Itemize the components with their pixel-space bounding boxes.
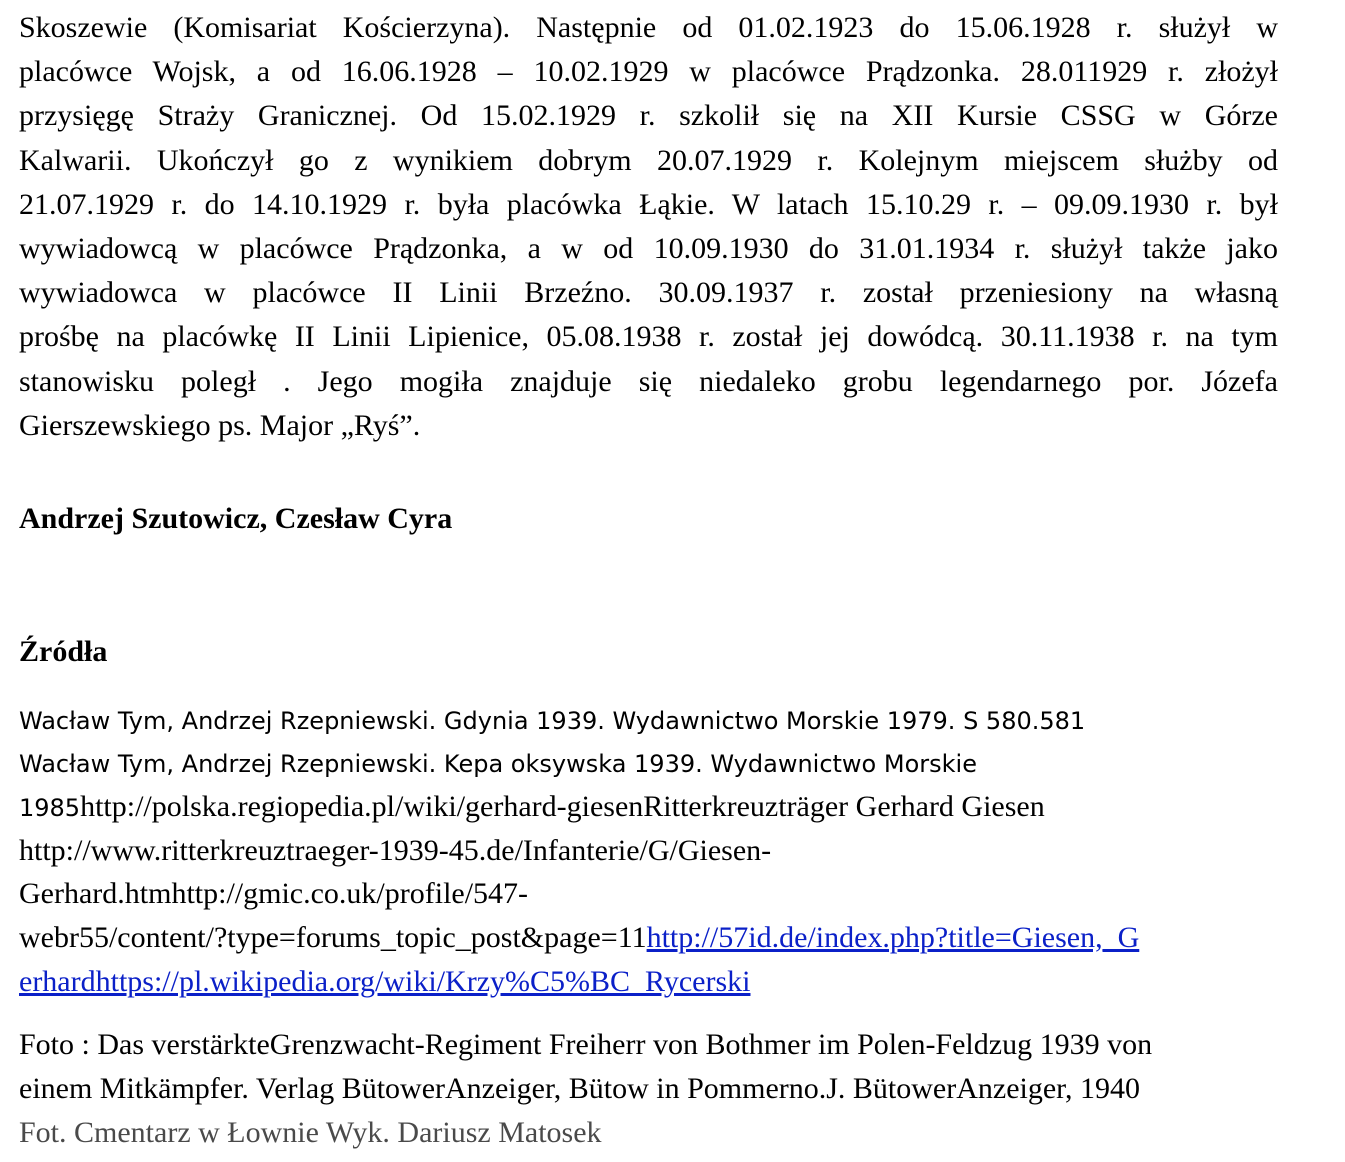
source-url-text: http://polska.regiopedia.pl/wiki/gerhard-giesenRitterkreuzträger Gerhard Giesen <box>80 790 1045 823</box>
photo-credit-line: Fot. Cmentarz w Łownie Wyk. Dariusz Matosek <box>19 1116 602 1149</box>
source-year: 1985 <box>19 794 81 822</box>
source-line <box>19 785 1045 829</box>
source-url-text: webr55/content/?type=forums_topic_post&page=11 <box>19 921 647 954</box>
paragraph-line: wywiadowca w placówce II Linii Brzeźno. 30.09.1937 r. został przeniesiony na własną <box>19 276 1278 310</box>
paragraph-line: Skoszewie (Komisariat Kościerzyna). Następnie od 01.02.1923 do 15.06.1928 r. służył w <box>19 11 1278 44</box>
paragraph-line: przysięgę Straży Granicznej. Od 15.02.1929 r. szkolił się na XII Kursie CSSG w Górze <box>19 99 1278 133</box>
source-link[interactable]: http://57id.de/index.php?title=Giesen,_G <box>646 921 1140 954</box>
paragraph-line: prośbę na placówkę II Linii Lipienice, 05.08.1938 r. został jej dowódcą. 30.11.1938 r. na tym <box>19 320 1278 354</box>
sources-heading: Źródła <box>19 635 108 668</box>
source-link[interactable]: erhardhttps://pl.wikipedia.org/wiki/Krzy%C5%BC_Rycerski <box>19 965 751 998</box>
paragraph-line: placówce Wojsk, a od 16.06.1928 – 10.02.1929 w placówce Prądzonka. 28.011929 r. złożył <box>19 55 1278 89</box>
paragraph-line: Gierszewskiego ps. Major „Ryś”. <box>19 408 421 442</box>
biography-paragraph <box>19 6 1278 448</box>
paragraph-line: 21.07.1929 r. do 14.10.1929 r. była placówka Łąkie. W latach 15.10.29 r. – 09.09.1930 r. był <box>19 187 1278 221</box>
source-line: Gerhard.htmhttp://gmic.co.uk/profile/547- <box>19 877 529 910</box>
source-line <box>19 916 1139 960</box>
authors-byline: Andrzej Szutowicz, Czesław Cyra <box>19 502 453 535</box>
photo-credit-line: einem Mitkämpfer. Verlag BütowerAnzeiger, Bütow in Pommerno.J. BütowerAnzeiger, 1940 <box>19 1072 1140 1105</box>
photo-credit-line: Foto : Das verstärkteGrenzwacht-Regiment Freiherr von Bothmer im Polen-Feldzug 1939 von <box>19 1028 1153 1061</box>
paragraph-line: Kalwarii. Ukończył go z wynikiem dobrym 20.07.1929 r. Kolejnym miejscem służby od <box>19 143 1278 177</box>
source-line <box>19 960 750 1004</box>
paragraph-line: stanowisku poległ . Jego mogiła znajduje się niedaleko grobu legendarnego por. Józefa <box>19 364 1278 398</box>
source-line: Wacław Tym, Andrzej Rzepniewski. Kepa oksywska 1939. Wydawnictwo Morskie <box>19 750 977 778</box>
source-line: Wacław Tym, Andrzej Rzepniewski. Gdynia 1939. Wydawnictwo Morskie 1979. S 580.581 <box>19 707 1086 735</box>
paragraph-line: wywiadowcą w placówce Prądzonka, a w od 10.09.1930 do 31.01.1934 r. służył także jako <box>19 232 1278 266</box>
source-line: http://www.ritterkreuztraeger-1939-45.de/Infanterie/G/Giesen- <box>19 834 772 867</box>
